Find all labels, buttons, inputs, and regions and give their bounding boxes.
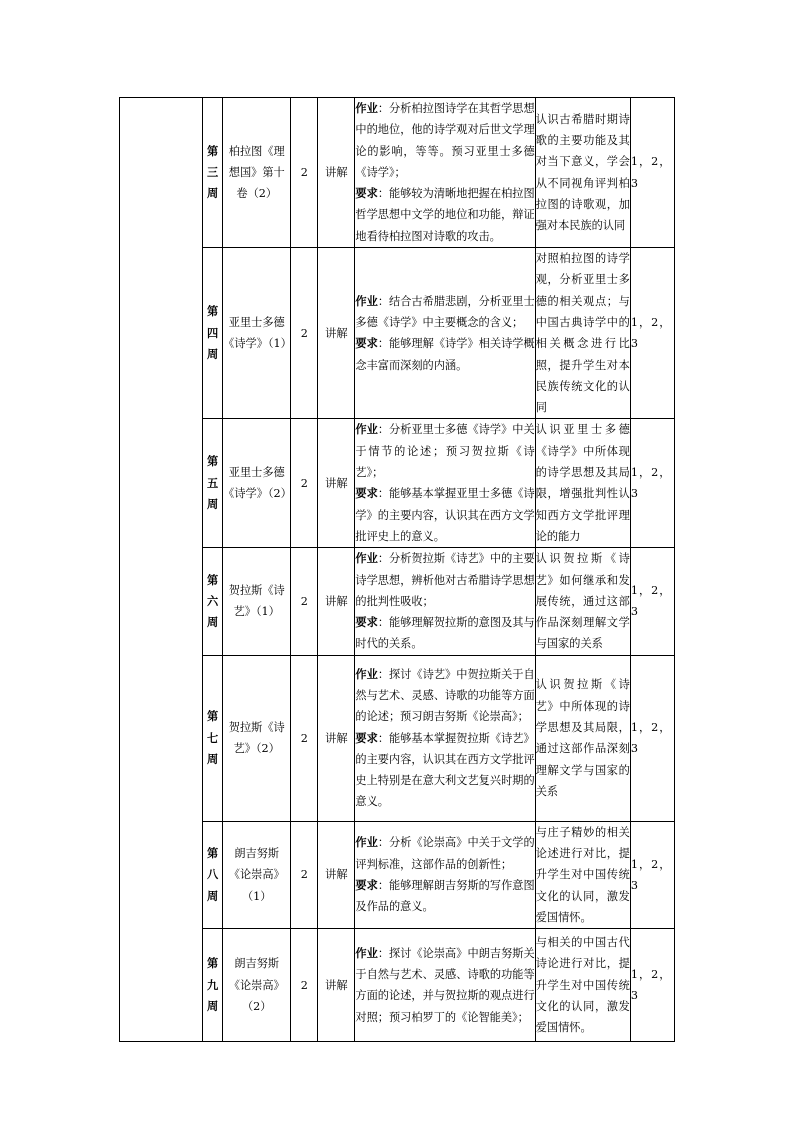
topic-cell: 亚里士多德《诗学》（1） [223,248,291,419]
week-char: 第 [207,956,219,971]
topic-cell: 贺拉斯《诗艺》（2） [223,655,291,821]
week-char: 六 [207,593,219,608]
week-char: 周 [207,888,219,903]
requirement-label: 要求 [355,615,378,630]
topic-cell: 亚里士多德《诗学》（2） [223,419,291,548]
week-char: 第 [207,454,219,469]
course-schedule-table [119,97,675,1042]
assignment-label: 作业 [355,666,378,681]
hours-cell: 2 [291,419,318,548]
method-cell: 讲解 [318,419,355,548]
week-char: 周 [207,186,219,201]
assignment-text: ：分析柏拉图诗学在其哲学思想中的地位，他的诗学观对后世文学理论的影响，等等。预习亚里士多德《诗学》； [355,102,535,179]
topic-cell: 朗吉努斯《论崇高》（1） [223,821,291,928]
week-cell [203,821,223,928]
week-cell [203,655,223,821]
assignment-text: ：结合古希腊悲剧，分析亚里士多德《诗学》中主要概念的含义； [355,294,535,329]
assignment-label: 作业 [355,551,378,566]
objectives-cell: 1，2，3 [630,248,674,419]
merged-blank-cell [120,98,203,1042]
ideological-goal-cell: 认识贺拉斯《诗艺》如何继承和发展传统，通过这部作品深刻理解文学与国家的关系 [535,548,630,655]
hours-cell: 2 [291,655,318,821]
hours-cell: 2 [291,98,318,248]
method-cell: 讲解 [318,548,355,655]
table-row [120,98,675,248]
assignment-label: 作业 [355,422,378,437]
table-row [120,821,675,928]
assignment-cell [355,419,535,548]
topic-cell: 柏拉图《理想国》第十卷（2） [223,98,291,248]
method-cell: 讲解 [318,98,355,248]
assignment-cell [355,655,535,821]
table-row [120,419,675,548]
hours-cell: 2 [291,821,318,928]
requirement-label: 要求 [355,336,378,351]
method-cell: 讲解 [318,929,355,1042]
week-cell [203,419,223,548]
objectives-cell: 1，2，3 [630,548,674,655]
assignment-label: 作业 [355,101,378,115]
week-char: 第 [207,304,219,319]
week-char: 九 [207,977,219,992]
objectives-cell: 1，2，3 [630,929,674,1042]
requirement-label: 要求 [355,186,378,201]
method-cell: 讲解 [318,655,355,821]
assignment-cell [355,98,535,248]
week-char: 周 [207,496,219,511]
topic-cell: 贺拉斯《诗艺》（1） [223,548,291,655]
assignment-cell [355,548,535,655]
assignment-text: ：探讨《论崇高》中朗吉努斯关于自然与艺术、灵感、诗歌的功能等方面的论述，并与贺拉斯的观点进行对照；预习柏罗丁的《论智能美》； [355,946,535,1024]
ideological-goal-cell: 认识亚里士多德《诗学》中所体现的诗学思想及其局限，增强批判性认知西方文学批评理论的能力 [535,419,630,548]
week-cell [203,548,223,655]
week-char: 周 [207,615,219,630]
objectives-cell: 1，2，3 [630,655,674,821]
ideological-goal-cell: 与相关的中国古代诗论进行对比，提升学生对中国传统文化的认同，激发爱国情怀。 [535,929,630,1042]
requirement-label: 要求 [355,877,378,892]
table-row [120,929,675,1042]
objectives-cell: 1，2，3 [630,419,674,548]
assignment-cell [355,821,535,928]
week-char: 七 [207,730,219,745]
week-char: 三 [207,164,219,179]
assignment-label: 作业 [355,945,378,960]
ideological-goal-cell: 认识贺拉斯《诗艺》中所体现的诗学思想及其局限，通过这部作品深刻理解文学与国家的关系 [535,655,630,821]
table-row [120,248,675,419]
week-char: 四 [207,325,219,340]
requirement-text: ：能够基本掌握亚里士多德《诗学》的主要内容，认识其在西方文学批评史上的意义。 [355,487,535,543]
assignment-text: ：分析贺拉斯《诗艺》中的主要诗学思想，辨析他对古希腊诗学思想的批判性吸收； [355,552,535,608]
ideological-goal-cell: 对照柏拉图的诗学观，分析亚里士多德的相关观点；与中国古典诗学中的相关概念进行比照，提升学生对本民族传统文化的认同 [535,248,630,419]
assignment-label: 作业 [355,293,378,308]
requirement-text: ：能够理解朗吉努斯的写作意图及作品的意义。 [355,878,535,914]
ideological-goal-cell: 与庄子精妙的相关论述进行对比，提升学生对中国传统文化的认同，激发爱国情怀。 [535,821,630,928]
requirement-text: ：能够理解《诗学》相关诗学概念丰富而深刻的内涵。 [355,337,535,372]
hours-cell: 2 [291,248,318,419]
objectives-cell: 1，2，3 [630,98,674,248]
requirement-text: ：能够基本掌握贺拉斯《诗艺》的主要内容，认识其在西方文学批评史上特别是在意大利文艺复兴时期的意义。 [355,731,535,809]
hours-cell: 2 [291,929,318,1042]
requirement-label: 要求 [355,486,378,501]
topic-cell: 朗吉努斯《论崇高》（2） [223,929,291,1042]
week-char: 周 [207,998,219,1013]
week-char: 五 [207,475,219,490]
ideological-goal-cell: 认识古希腊时期诗歌的主要功能及其对当下意义，学会从不同视角评判柏拉图的诗歌观，加强对本民族的认同 [535,98,630,248]
requirement-label: 要求 [355,730,378,745]
assignment-text: ：分析《论崇高》中关于文学的评判标准，这部作品的创新性； [355,836,535,871]
assignment-cell [355,929,535,1042]
table-row [120,548,675,655]
week-char: 第 [207,143,219,158]
week-char: 第 [207,709,219,724]
requirement-text: ：能够较为清晰地把握在柏拉图哲学思想中文学的地位和功能，辩证地看待柏拉图对诗歌的攻击。 [355,187,535,243]
week-char: 第 [207,572,219,587]
week-cell [203,929,223,1042]
requirement-text: ：能够理解贺拉斯的意图及其与时代的关系。 [355,616,535,651]
week-char: 第 [207,846,219,861]
assignment-label: 作业 [355,835,378,850]
hours-cell: 2 [291,548,318,655]
week-cell [203,98,223,248]
method-cell: 讲解 [318,821,355,928]
table-row [120,655,675,821]
assignment-text: ：探讨《诗艺》中贺拉斯关于自然与艺术、灵感、诗歌的功能等方面的论述；预习朗吉努斯《论崇高》； [355,667,535,724]
week-cell [203,248,223,419]
assignment-cell [355,248,535,419]
week-char: 周 [207,751,219,766]
week-char: 八 [207,867,219,882]
assignment-text: ：分析亚里士多德《诗学》中关于情节的论述；预习贺拉斯《诗艺》； [355,423,535,480]
method-cell: 讲解 [318,248,355,419]
week-char: 周 [207,346,219,361]
objectives-cell: 1，2，3 [630,821,674,928]
